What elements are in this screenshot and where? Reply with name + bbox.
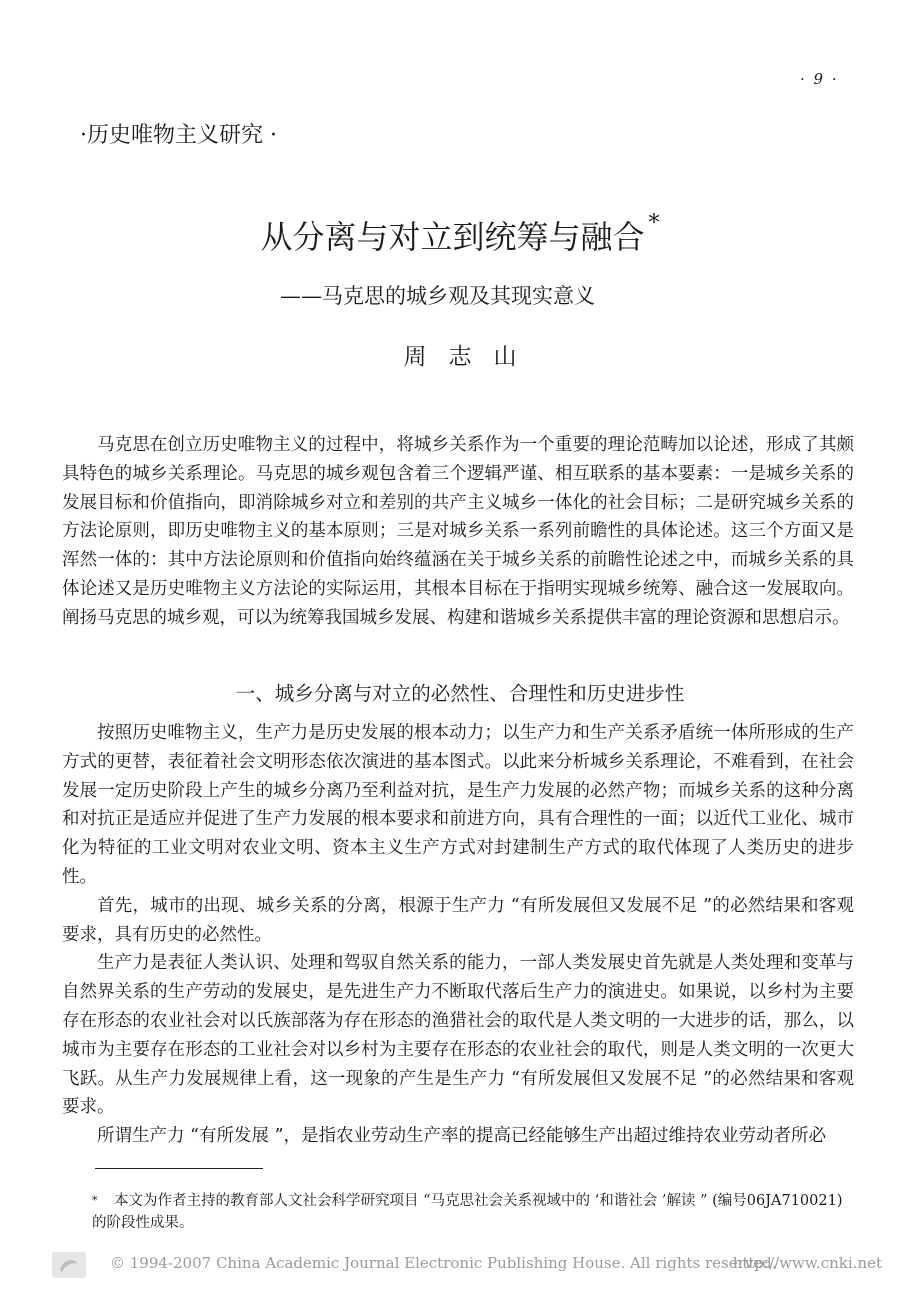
body-paragraph-1: 按照历史唯物主义，生产力是历史发展的根本动力；以生产力和生产关系矛盾统一体所形成的生产方式的更替，表征着社会文明形态依次演进的基本图式。以此来分析城乡关系理论，不难看到，在社会发展一定历史阶段上产生的城乡分离乃至利益对抗，是生产力发展的必然产物；而城乡关系的这种分离和对抗正是适应并促进了生产力发展的根本要求和前进方向，具有合理性的一面；以近代工业化、城市化为特征的工业文明对农业文明、资本主义生产方式对封建制生产方式的取代体现了人类历史的进步性。: [62, 723, 854, 887]
footnote-divider: [95, 1168, 263, 1169]
title-footnote-mark: *: [648, 211, 660, 237]
page-footer: [52, 1250, 882, 1282]
page-number: · 9 ·: [800, 70, 839, 88]
abstract-paragraph: 马克思在创立历史唯物主义的过程中，将城乡关系作为一个重要的理论范畴加以论述，形成了其颇具特色的城乡关系理论。马克思的城乡观包含着三个逻辑严谨、相互联系的基本要素：一是城乡关系的发展目标和价值指向，即消除城乡对立和差别的共产主义城乡一体化的社会目标；二是研究城乡关系的方法论原则，即历史唯物主义的基本原则；三是对城乡关系一系列前瞻性的具体论述。这三个方面又是浑然一体的：其中方法论原则和价值指向始终蕴涵在关于城乡关系的前瞻性论述之中，而城乡关系的具体论述又是历史唯物主义方法论的实际运用，其根本目标在于指明实现城乡统筹、融合这一发展取向。阐扬马克思的城乡观，可以为统筹我国城乡发展、构建和谐城乡关系提供丰富的理论资源和思想启示。: [62, 435, 854, 628]
body-text: [62, 719, 854, 1151]
article-title: [0, 212, 920, 258]
section-heading: 一、城乡分离与对立的必然性、合理性和历史进步性: [235, 682, 685, 705]
publisher-logo-icon: [52, 1252, 86, 1278]
body-paragraph-4: 所谓生产力 “有所发展 ”，是指农业劳动生产率的提高已经能够生产出超过维持农业劳动者所必: [97, 1126, 827, 1147]
column-title: ·历史唯物主义研究 ·: [80, 123, 277, 148]
body-paragraph-2: 首先，城市的出现、城乡关系的分离，根源于生产力 “有所发展但又发展不足 ”的必然结果和客观要求，具有历史的必然性。: [62, 895, 854, 945]
footnote-text: 本文为作者主持的教育部人文社会科学研究项目 “马克思社会关系视域中的 ‘和谐社会 ’解读 ” (编号06JA710021) 的阶段性成果。: [92, 1193, 843, 1231]
footnote: [92, 1190, 857, 1234]
footnote-mark: *: [92, 1194, 98, 1207]
author-name: 周志山: [403, 344, 539, 370]
publisher-url[interactable]: http://www.cnki.net: [732, 1254, 882, 1272]
body-paragraph-3: 生产力是表征人类认识、处理和驾驭自然关系的能力，一部人类发展史首先就是人类处理和变革与自然界关系的生产劳动的发展史，是先进生产力不断取代落后生产力的演进史。如果说，以乡村为主要存在形态的农业社会对以氏族部落为存在形态的渔猎社会的取代是人类文明的一大进步的话，那么，以城市为主要存在形态的工业社会对以乡村为主要存在形态的农业社会的取代，则是人类文明的一次更大飞跃。从生产力发展规律上看，这一现象的产生是生产力 “有所发展但又发展不足 ”的必然结果和客观要求。: [62, 953, 854, 1118]
title-text: 从分离与对立到统筹与融合: [260, 218, 645, 256]
article-subtitle: ——马克思的城乡观及其现实意义: [280, 284, 595, 308]
abstract: [62, 431, 854, 633]
copyright-text: © 1994-2007 China Academic Journal Electronic Publishing House. All rights reserved.: [110, 1254, 777, 1272]
